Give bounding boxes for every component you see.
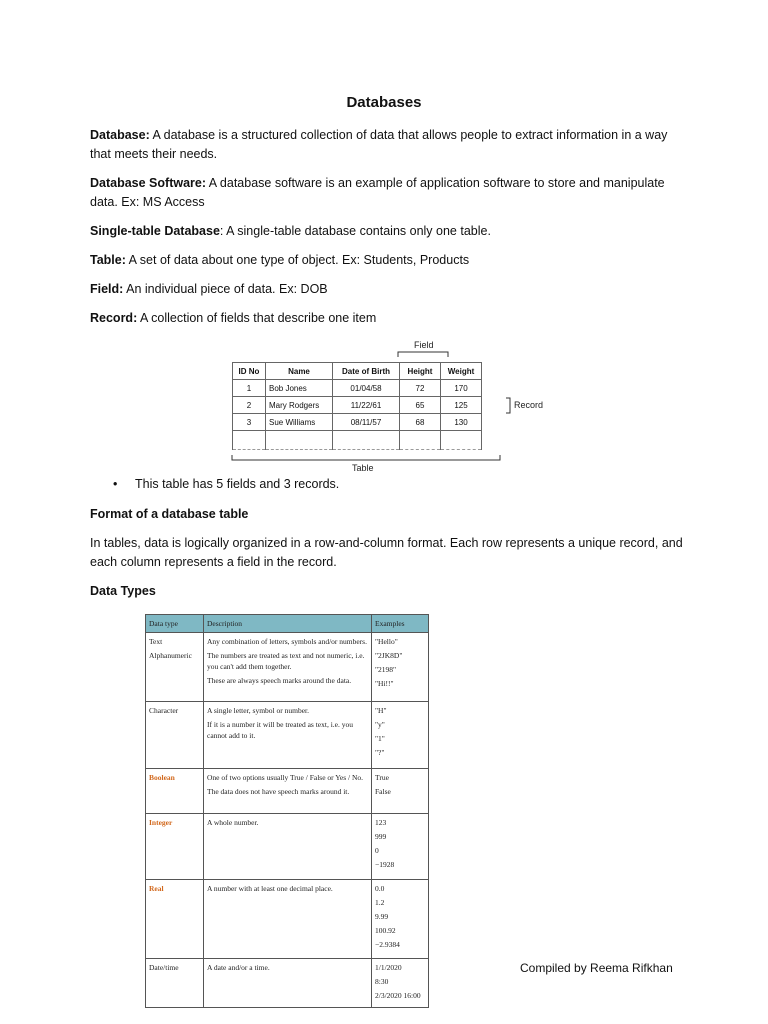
definition-term: Database Software:	[90, 176, 207, 190]
description-cell	[204, 880, 372, 959]
example-value: 999	[375, 832, 387, 841]
column-header: Name	[266, 363, 333, 380]
description-line: A whole number.	[207, 818, 259, 827]
table-cell: 125	[441, 397, 482, 414]
table-cell: 130	[441, 414, 482, 431]
description-line: These are always speech marks around the data.	[207, 676, 352, 685]
column-header: Weight	[441, 363, 482, 380]
example-value: 1.2	[375, 898, 385, 907]
record-label: Record	[514, 400, 544, 410]
description-cell	[204, 769, 372, 814]
example-value: 9.99	[375, 912, 389, 921]
table-row	[146, 959, 429, 1008]
table-row	[146, 633, 429, 702]
type-cell	[146, 769, 204, 814]
record-field-diagram	[230, 340, 550, 480]
example-value: "?"	[375, 748, 385, 757]
description-cell	[204, 814, 372, 880]
table-cell: 68	[400, 414, 441, 431]
empty-cell	[441, 431, 482, 450]
empty-table-row	[233, 431, 482, 450]
definition-database	[90, 126, 690, 164]
description-line: The data does not have speech marks around it.	[207, 787, 350, 796]
type-cell	[146, 959, 204, 1008]
type-cell	[146, 702, 204, 769]
sample-records-table	[232, 362, 482, 450]
example-value: 100.92	[375, 926, 396, 935]
definition-term: Single-table Database	[90, 224, 220, 238]
table-cell: Bob Jones	[266, 380, 333, 397]
description-cell	[204, 959, 372, 1008]
table-cell: 65	[400, 397, 441, 414]
example-value: True	[375, 773, 389, 782]
definition-text: A database software is an example of application software to store and manipulate data. Ex: MS Access	[90, 176, 665, 209]
description-cell	[204, 633, 372, 702]
empty-cell	[333, 431, 400, 450]
empty-cell	[266, 431, 333, 450]
definition-text: : A single-table database contains only one table.	[219, 224, 491, 238]
examples-cell	[372, 880, 429, 959]
format-paragraph: In tables, data is logically organized in a row-and-column format. Each row represents a unique record, and each column represents a field in the record.	[90, 536, 683, 569]
empty-cell	[400, 431, 441, 450]
table-label: Table	[352, 463, 374, 473]
datatypes-heading: Data Types	[90, 584, 156, 598]
column-header: Data type	[146, 615, 204, 633]
column-header: Height	[400, 363, 441, 380]
example-value: 123	[375, 818, 387, 827]
definition-term: Field:	[90, 282, 124, 296]
definition-term: Database:	[90, 128, 150, 142]
example-value: 8:30	[375, 977, 389, 986]
examples-cell	[372, 769, 429, 814]
example-value: "2JK8D"	[375, 651, 403, 660]
column-header: Examples	[372, 615, 429, 633]
table-cell: 170	[441, 380, 482, 397]
description-line: A date and/or a time.	[207, 963, 270, 972]
table-cell: 3	[233, 414, 266, 431]
table-cell: 2	[233, 397, 266, 414]
definition-table	[90, 251, 690, 270]
definition-single-table	[90, 222, 690, 241]
examples-cell	[372, 702, 429, 769]
example-value: 1/1/2020	[375, 963, 402, 972]
definition-record	[90, 309, 690, 328]
type-cell	[146, 880, 204, 959]
definition-database-software	[90, 174, 690, 212]
table-cell: Mary Rodgers	[266, 397, 333, 414]
description-cell	[204, 702, 372, 769]
type-name: Date/time	[149, 963, 179, 972]
table-row	[146, 880, 429, 959]
definition-text: An individual piece of data. Ex: DOB	[123, 282, 328, 296]
table-cell: 72	[400, 380, 441, 397]
table-cell: Sue Williams	[266, 414, 333, 431]
table-row	[233, 397, 482, 414]
example-value: 2/3/2020 16:00	[375, 991, 421, 1000]
definition-field	[90, 280, 690, 299]
example-value: "Hello"	[375, 637, 398, 646]
type-name: Real	[149, 884, 164, 893]
description-line: A single letter, symbol or number.	[207, 706, 309, 715]
description-line: If it is a number it will be treated as text, i.e. you cannot add to it.	[207, 720, 354, 740]
table-row	[233, 414, 482, 431]
type-name: Alphanumeric	[149, 651, 192, 660]
example-value: "2198"	[375, 665, 397, 674]
page-title: Databases	[346, 94, 422, 111]
description-line: Any combination of letters, symbols and/or numbers.	[207, 637, 367, 646]
type-name: Integer	[149, 818, 173, 827]
type-cell	[146, 633, 204, 702]
type-name: Text	[149, 637, 163, 646]
description-line: A number with at least one decimal place.	[207, 884, 333, 893]
example-value: 0.0	[375, 884, 385, 893]
format-heading: Format of a database table	[90, 507, 249, 521]
data-types-table	[145, 614, 429, 1008]
type-name: Boolean	[149, 773, 175, 782]
definition-term: Record:	[90, 311, 138, 325]
examples-cell	[372, 959, 429, 1008]
example-value: −2.9384	[375, 940, 400, 949]
example-value: "y"	[375, 720, 385, 729]
empty-cell	[233, 431, 266, 450]
bullet-icon: •	[113, 477, 118, 491]
footer-credit: Compiled by Reema Rifkhan	[520, 961, 673, 975]
bullet-item	[113, 477, 339, 491]
definition-text: A database is a structured collection of data that allows people to extract information in a way that meets their needs.	[90, 128, 668, 161]
column-header: ID No	[233, 363, 266, 380]
example-value: "H"	[375, 706, 387, 715]
type-cell	[146, 814, 204, 880]
table-header-row	[233, 363, 482, 380]
example-value: "Hi!!"	[375, 679, 394, 688]
description-line: One of two options usually True / False or Yes / No.	[207, 773, 364, 782]
description-line: The numbers are treated as text and not numeric, i.e. you can't add them together.	[207, 651, 365, 671]
table-row	[233, 380, 482, 397]
column-header: Date of Birth	[333, 363, 400, 380]
table-cell: 01/04/58	[333, 380, 400, 397]
examples-cell	[372, 814, 429, 880]
example-value: 0	[375, 846, 379, 855]
type-name: Character	[149, 706, 179, 715]
definition-text: A set of data about one type of object. Ex: Students, Products	[125, 253, 470, 267]
table-row	[146, 702, 429, 769]
example-value: "1"	[375, 734, 385, 743]
table-row	[146, 769, 429, 814]
table-cell: 08/11/57	[333, 414, 400, 431]
table-cell: 11/22/61	[333, 397, 400, 414]
table-row	[146, 814, 429, 880]
column-header: Description	[204, 615, 372, 633]
definition-text: A collection of fields that describe one item	[137, 311, 377, 325]
example-value: False	[375, 787, 391, 796]
examples-cell	[372, 633, 429, 702]
table-cell: 1	[233, 380, 266, 397]
definition-term: Table:	[90, 253, 126, 267]
bullet-text: This table has 5 fields and 3 records.	[135, 477, 340, 491]
field-label: Field	[414, 340, 434, 350]
example-value: −1928	[375, 860, 395, 869]
table-header-row	[146, 615, 429, 633]
